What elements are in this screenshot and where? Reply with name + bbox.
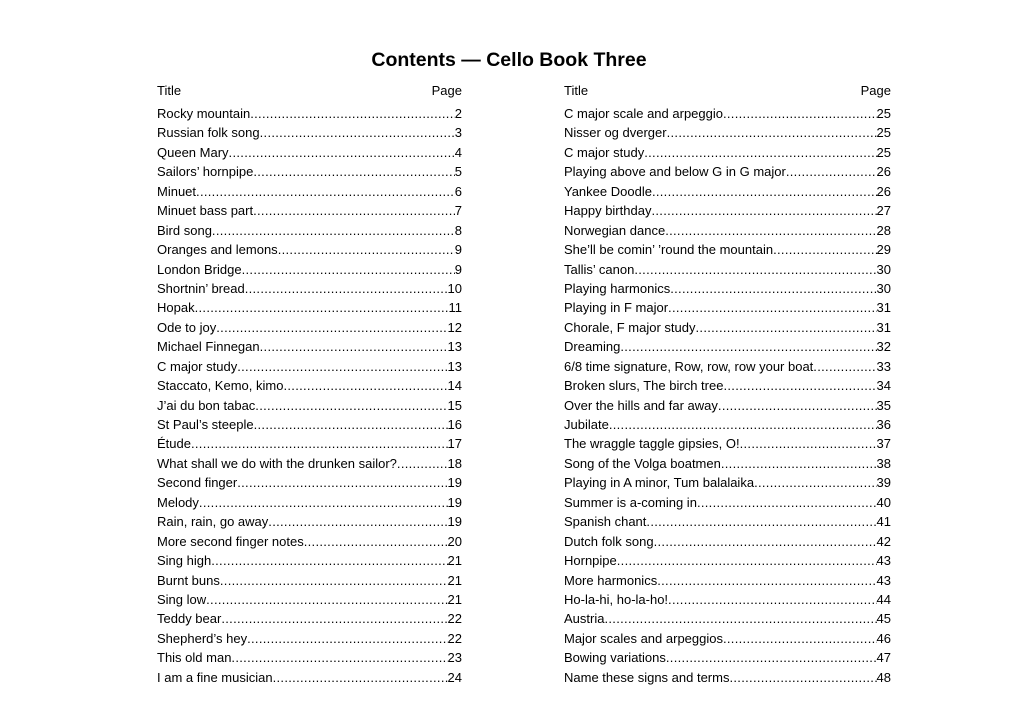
entry-title: 6/8 time signature, Row, row, row your boat bbox=[564, 358, 814, 374]
contents-entry bbox=[564, 104, 891, 123]
entry-page-number: 6 bbox=[454, 183, 462, 199]
dot-leader bbox=[250, 104, 455, 123]
entry-page-number: 17 bbox=[447, 436, 462, 452]
contents-entry bbox=[157, 240, 462, 259]
dot-leader bbox=[260, 123, 455, 142]
entry-page-number: 46 bbox=[876, 630, 891, 646]
entry-page-number: 21 bbox=[447, 553, 462, 569]
contents-entry bbox=[157, 571, 462, 590]
entry-title: Yankee Doodle bbox=[564, 183, 652, 199]
entry-page-number: 39 bbox=[876, 475, 891, 491]
contents-entry bbox=[564, 123, 891, 142]
entry-page-number: 7 bbox=[454, 203, 462, 219]
entry-page-number: 13 bbox=[447, 339, 462, 355]
dot-leader bbox=[754, 473, 876, 492]
contents-entry bbox=[157, 590, 462, 609]
entry-page-number: 25 bbox=[876, 106, 891, 121]
entry-title: More second finger notes bbox=[157, 533, 304, 549]
contents-entry bbox=[564, 221, 891, 240]
contents-column-right bbox=[564, 82, 891, 687]
entry-title: Michael Finnegan bbox=[157, 339, 260, 355]
entry-title: Hornpipe bbox=[564, 553, 617, 569]
dot-leader bbox=[237, 357, 447, 376]
entry-page-number: 19 bbox=[447, 475, 462, 491]
dot-leader bbox=[651, 201, 876, 220]
entry-page-number: 31 bbox=[876, 319, 891, 335]
entry-title: She’ll be comin’ ’round the mountain bbox=[564, 242, 774, 258]
column-header bbox=[157, 82, 462, 100]
contents-entry bbox=[564, 162, 891, 181]
dot-leader bbox=[620, 337, 876, 356]
dot-leader bbox=[718, 396, 877, 415]
entry-page-number: 35 bbox=[876, 397, 891, 413]
contents-entry bbox=[157, 162, 462, 181]
dot-leader bbox=[604, 609, 876, 628]
entry-page-number: 5 bbox=[454, 164, 462, 180]
contents-entry bbox=[564, 415, 891, 434]
contents-column-left bbox=[157, 82, 462, 687]
entry-title: Nisser og dverger bbox=[564, 125, 667, 141]
dot-leader bbox=[723, 629, 877, 648]
dot-leader bbox=[667, 123, 877, 142]
entry-page-number: 21 bbox=[447, 572, 462, 588]
contents-entry bbox=[157, 648, 462, 667]
dot-leader bbox=[229, 143, 455, 162]
entry-page-number: 29 bbox=[876, 242, 891, 258]
contents-entry bbox=[564, 318, 891, 337]
contents-entry bbox=[564, 182, 891, 201]
contents-entry bbox=[157, 532, 462, 551]
contents-entry bbox=[157, 668, 462, 687]
entry-title: Playing harmonics bbox=[564, 280, 671, 296]
entry-page-number: 22 bbox=[447, 611, 462, 627]
dot-leader bbox=[666, 648, 877, 667]
contents-entry bbox=[157, 415, 462, 434]
entry-title: Sing high bbox=[157, 553, 212, 569]
contents-entry bbox=[157, 376, 462, 395]
entry-title: Ode to joy bbox=[157, 319, 217, 335]
entry-title: Bowing variations bbox=[564, 650, 666, 666]
entry-page-number: 23 bbox=[447, 650, 462, 666]
contents-entry bbox=[564, 473, 891, 492]
contents-entry bbox=[157, 201, 462, 220]
contents-entry bbox=[157, 493, 462, 512]
entry-page-number: 4 bbox=[454, 144, 462, 160]
contents-entry bbox=[564, 337, 891, 356]
dot-leader bbox=[668, 590, 876, 609]
entry-page-number: 38 bbox=[876, 455, 891, 471]
contents-entry bbox=[157, 396, 462, 415]
dot-leader bbox=[221, 609, 447, 628]
entry-title: Melody bbox=[157, 494, 199, 510]
entry-title: Russian folk song bbox=[157, 125, 260, 141]
contents-entry bbox=[564, 454, 891, 473]
entry-page-number: 30 bbox=[876, 280, 891, 296]
entry-page-number: 34 bbox=[876, 378, 891, 394]
dot-leader bbox=[255, 396, 447, 415]
entry-page-number: 43 bbox=[876, 572, 891, 588]
contents-entry bbox=[564, 571, 891, 590]
dot-leader bbox=[278, 240, 455, 259]
contents-entry bbox=[157, 609, 462, 628]
contents-entry bbox=[564, 512, 891, 531]
dot-leader bbox=[304, 532, 448, 551]
entry-title: Song of the Volga boatmen bbox=[564, 455, 721, 471]
dot-leader bbox=[216, 318, 447, 337]
entry-title: Shortnin’ bread bbox=[157, 280, 245, 296]
entry-page-number: 27 bbox=[876, 203, 891, 219]
entry-page-number: 15 bbox=[447, 397, 462, 413]
dot-leader bbox=[723, 104, 877, 123]
entry-page-number: 42 bbox=[876, 533, 891, 549]
entry-title: Burnt buns bbox=[157, 572, 220, 588]
dot-leader bbox=[646, 512, 876, 531]
entry-title: Shepherd’s hey bbox=[157, 630, 248, 646]
entry-title: Playing in F major bbox=[564, 300, 669, 316]
contents-entry bbox=[564, 434, 891, 453]
contents-entry bbox=[564, 376, 891, 395]
column-header bbox=[564, 82, 891, 100]
contents-entry bbox=[564, 279, 891, 298]
entry-title: Queen Mary bbox=[157, 144, 229, 160]
contents-list bbox=[157, 104, 462, 687]
entry-page-number: 44 bbox=[876, 591, 891, 607]
dot-leader bbox=[199, 493, 448, 512]
entry-title: Dutch folk song bbox=[564, 533, 654, 549]
entry-page-number: 24 bbox=[447, 669, 462, 685]
entry-title: More harmonics bbox=[564, 572, 658, 588]
dot-leader bbox=[634, 260, 876, 279]
entry-page-number: 21 bbox=[447, 591, 462, 607]
page-title: Contents — Cello Book Three bbox=[371, 49, 647, 72]
contents-entry bbox=[157, 434, 462, 453]
dot-leader bbox=[397, 454, 448, 473]
entry-title: Hopak bbox=[157, 300, 195, 316]
dot-leader bbox=[283, 376, 447, 395]
contents-entry bbox=[157, 454, 462, 473]
entry-page-number: 3 bbox=[454, 125, 462, 141]
entry-title: Playing above and below G in G major bbox=[564, 164, 786, 180]
entry-title: London Bridge bbox=[157, 261, 242, 277]
dot-leader bbox=[212, 221, 455, 240]
dot-leader bbox=[657, 571, 876, 590]
dot-leader bbox=[253, 162, 454, 181]
contents-entry bbox=[157, 629, 462, 648]
entry-page-number: 48 bbox=[876, 669, 891, 685]
entry-title: What shall we do with the drunken sailor? bbox=[157, 455, 397, 471]
entry-title: Second finger bbox=[157, 475, 238, 491]
entry-page-number: 32 bbox=[876, 339, 891, 355]
entry-page-number: 26 bbox=[876, 164, 891, 180]
entry-page-number: 25 bbox=[876, 125, 891, 141]
dot-leader bbox=[729, 668, 876, 687]
entry-page-number: 40 bbox=[876, 494, 891, 510]
entry-title: Happy birthday bbox=[564, 203, 652, 219]
entry-page-number: 28 bbox=[876, 222, 891, 238]
contents-entry bbox=[157, 318, 462, 337]
entry-title: Minuet bass part bbox=[157, 203, 254, 219]
entry-title: Spanish chant bbox=[564, 514, 647, 530]
entry-page-number: 31 bbox=[876, 300, 891, 316]
entry-title: Bird song bbox=[157, 222, 212, 238]
entry-page-number: 33 bbox=[876, 358, 891, 374]
dot-leader bbox=[740, 434, 877, 453]
entry-page-number: 45 bbox=[876, 611, 891, 627]
entry-page-number: 2 bbox=[454, 106, 462, 121]
entry-page-number: 22 bbox=[447, 630, 462, 646]
contents-entry bbox=[157, 357, 462, 376]
entry-title: Étude bbox=[157, 436, 191, 452]
dot-leader bbox=[242, 260, 455, 279]
entry-page-number: 12 bbox=[447, 319, 462, 335]
dot-leader bbox=[665, 221, 876, 240]
column-header-page: Page bbox=[431, 83, 462, 98]
dot-leader bbox=[644, 143, 876, 162]
dot-leader bbox=[268, 512, 447, 531]
dot-leader bbox=[609, 415, 877, 434]
dot-leader bbox=[721, 454, 877, 473]
entry-title: Summer is a-coming in bbox=[564, 494, 697, 510]
entry-title: C major scale and arpeggio bbox=[564, 106, 723, 121]
contents-entry bbox=[564, 532, 891, 551]
column-header-title: Title bbox=[157, 83, 182, 98]
entry-page-number: 10 bbox=[447, 280, 462, 296]
entry-title: Sing low bbox=[157, 591, 207, 607]
contents-entry bbox=[564, 590, 891, 609]
entry-page-number: 8 bbox=[454, 222, 462, 238]
contents-entry bbox=[564, 143, 891, 162]
dot-leader bbox=[195, 298, 449, 317]
entry-title: Ho-la-hi, ho-la-ho! bbox=[564, 591, 669, 607]
contents-entry bbox=[157, 260, 462, 279]
entry-page-number: 19 bbox=[447, 514, 462, 530]
contents-entry bbox=[564, 240, 891, 259]
contents-entry bbox=[157, 551, 462, 570]
entry-page-number: 30 bbox=[876, 261, 891, 277]
entry-title: Tallis’ canon bbox=[564, 261, 635, 277]
entry-title: Over the hills and far away bbox=[564, 397, 718, 413]
entry-title: Major scales and arpeggios bbox=[564, 630, 723, 646]
dot-leader bbox=[617, 551, 877, 570]
entry-title: C major study bbox=[564, 144, 645, 160]
entry-page-number: 47 bbox=[876, 650, 891, 666]
contents-entry bbox=[564, 201, 891, 220]
entry-title: Broken slurs, The birch tree bbox=[564, 378, 724, 394]
contents-entry bbox=[564, 629, 891, 648]
dot-leader bbox=[696, 318, 877, 337]
entry-title: Dreaming bbox=[564, 339, 621, 355]
dot-leader bbox=[245, 279, 448, 298]
column-header-title: Title bbox=[564, 83, 589, 98]
entry-title: Name these signs and terms bbox=[564, 669, 730, 685]
entry-title: Minuet bbox=[157, 183, 197, 199]
contents-entry bbox=[157, 221, 462, 240]
entry-page-number: 11 bbox=[448, 300, 462, 316]
dot-leader bbox=[773, 240, 876, 259]
entry-title: Rocky mountain bbox=[157, 106, 251, 121]
entry-page-number: 43 bbox=[876, 553, 891, 569]
entry-title: Staccato, Kemo, kimo bbox=[157, 378, 284, 394]
entry-page-number: 13 bbox=[447, 358, 462, 374]
contents-entry bbox=[564, 493, 891, 512]
entry-title: This old man bbox=[157, 650, 232, 666]
dot-leader bbox=[786, 162, 877, 181]
dot-leader bbox=[206, 590, 447, 609]
dot-leader bbox=[237, 473, 447, 492]
entry-title: Oranges and lemons bbox=[157, 242, 278, 258]
contents-entry bbox=[157, 279, 462, 298]
contents-entry bbox=[564, 260, 891, 279]
contents-entry bbox=[157, 143, 462, 162]
entry-title: C major study bbox=[157, 358, 238, 374]
dot-leader bbox=[697, 493, 877, 512]
contents-entry bbox=[564, 357, 891, 376]
entry-title: Rain, rain, go away bbox=[157, 514, 269, 530]
entry-title: I am a fine musician bbox=[157, 669, 273, 685]
dot-leader bbox=[260, 337, 448, 356]
entry-page-number: 26 bbox=[876, 183, 891, 199]
contents-entry bbox=[157, 182, 462, 201]
contents-entry bbox=[564, 609, 891, 628]
entry-page-number: 9 bbox=[454, 261, 462, 277]
contents-entry bbox=[157, 123, 462, 142]
contents-entry bbox=[157, 473, 462, 492]
entry-page-number: 19 bbox=[447, 494, 462, 510]
entry-title: St Paul’s steeple bbox=[157, 417, 254, 432]
column-header-page: Page bbox=[860, 83, 891, 98]
contents-entry bbox=[157, 337, 462, 356]
dot-leader bbox=[273, 668, 448, 687]
dot-leader bbox=[196, 182, 455, 201]
dot-leader bbox=[191, 434, 448, 453]
dot-leader bbox=[253, 201, 455, 220]
dot-leader bbox=[813, 357, 876, 376]
contents-list bbox=[564, 104, 891, 687]
entry-page-number: 41 bbox=[876, 514, 891, 530]
contents-entry bbox=[157, 104, 462, 123]
dot-leader bbox=[247, 629, 447, 648]
dot-leader bbox=[231, 648, 447, 667]
dot-leader bbox=[254, 415, 448, 434]
contents-entry bbox=[564, 396, 891, 415]
entry-title: Austria bbox=[564, 611, 605, 627]
dot-leader bbox=[654, 532, 877, 551]
dot-leader bbox=[211, 551, 447, 570]
dot-leader bbox=[723, 376, 876, 395]
contents-entry bbox=[564, 648, 891, 667]
entry-page-number: 16 bbox=[447, 417, 462, 432]
dot-leader bbox=[668, 298, 876, 317]
contents-entry bbox=[157, 298, 462, 317]
entry-title: J’ai du bon tabac bbox=[157, 397, 256, 413]
entry-title: The wraggle taggle gipsies, O! bbox=[564, 436, 740, 452]
entry-page-number: 14 bbox=[447, 378, 462, 394]
entry-page-number: 20 bbox=[447, 533, 462, 549]
entry-title: Playing in A minor, Tum balalaika bbox=[564, 475, 755, 491]
entry-page-number: 18 bbox=[447, 455, 462, 471]
entry-page-number: 25 bbox=[876, 144, 891, 160]
entry-title: Jubilate bbox=[564, 417, 609, 432]
entry-title: Chorale, F major study bbox=[564, 319, 696, 335]
contents-entry bbox=[564, 298, 891, 317]
entry-title: Sailors’ hornpipe bbox=[157, 164, 254, 180]
entry-page-number: 36 bbox=[876, 417, 891, 432]
dot-leader bbox=[670, 279, 876, 298]
entry-title: Teddy bear bbox=[157, 611, 222, 627]
dot-leader bbox=[220, 571, 448, 590]
entry-page-number: 37 bbox=[876, 436, 891, 452]
contents-entry bbox=[157, 512, 462, 531]
dot-leader bbox=[652, 182, 877, 201]
entry-title: Norwegian dance bbox=[564, 222, 666, 238]
entry-page-number: 9 bbox=[454, 242, 462, 258]
contents-entry bbox=[564, 668, 891, 687]
contents-entry bbox=[564, 551, 891, 570]
